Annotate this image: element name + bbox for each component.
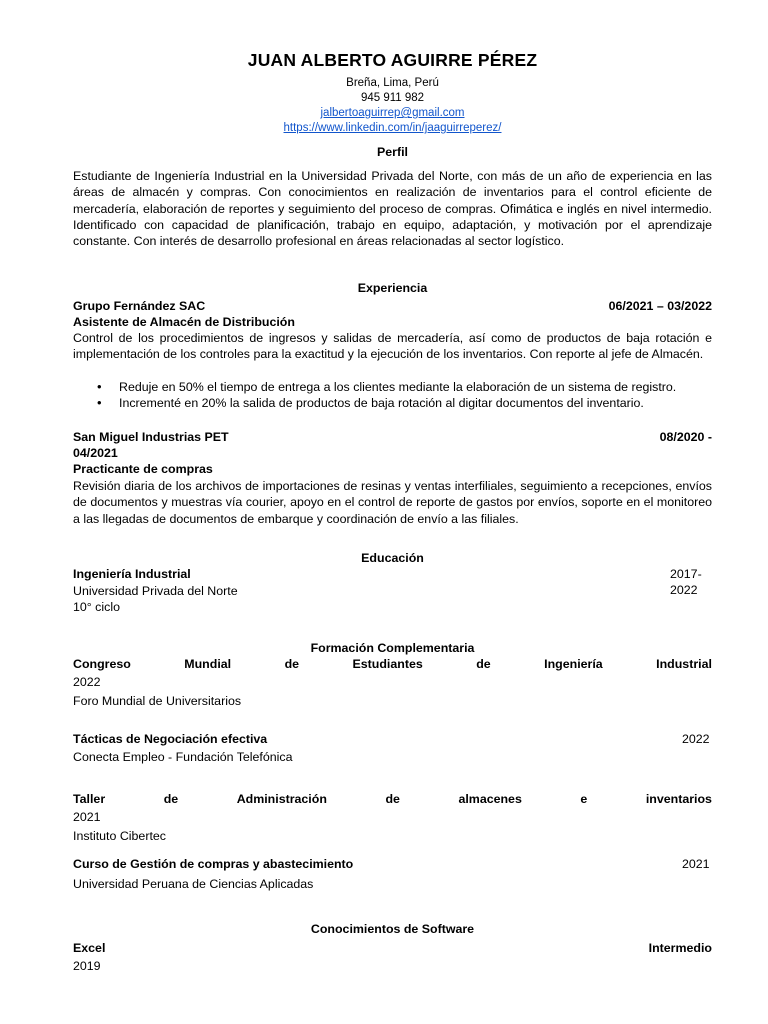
location: Breña, Lima, Perú <box>346 77 439 89</box>
job-description: Revisión diaria de los archivos de importaciones de resinas y ventas interfiliales, seguimiento a recepciones, envíos de documentos y muestras vía courier, apoyo en el control de reporte de gastos por envíos, soporte en el monitoreo a las llegadas de documentos de embarque y coordinación de envío a las filiales. <box>73 479 712 526</box>
job-dates-end: 04/2021 <box>73 446 118 460</box>
linkedin-link[interactable]: https://www.linkedin.com/in/jaaguirreperez/ <box>283 122 502 134</box>
job-header <box>73 429 712 445</box>
job-header <box>73 298 712 314</box>
software-title: Conocimientos de Software <box>310 922 475 936</box>
training-name <box>73 791 712 807</box>
education-years: 2017-2022 <box>670 567 702 597</box>
training-name-word: Taller <box>73 792 106 806</box>
job-dates: 06/2021 – 03/2022 <box>608 299 712 313</box>
achievement-list <box>73 379 712 411</box>
training-name-word: Industrial <box>656 657 712 671</box>
training-name-word: almacenes <box>458 792 522 806</box>
job-description: Control de los procedimientos de ingresos y salidas de mercadería, así como de productos de baja rotación e implementación de los controles para la exactitud y la ejecución de los inventarios. Con reporte al jefe de Almacén. <box>73 331 712 362</box>
training-name-word: Congreso <box>73 657 131 671</box>
training-name-word: Administración <box>236 792 327 806</box>
training-name: Curso de Gestión de compras y abastecimiento <box>73 857 354 871</box>
profile-text: Estudiante de Ingeniería Industrial en la Universidad Privada del Norte, con más de un año de experiencia en las áreas de almacén y compras. Con conocimientos en realización de inventarios para el control eficiente de mercadería, elaboración de reportes y seguimiento del proceso de compras. Ofimática e inglés en nivel intermedio. Identificado con capacidad de planificación, trabajo en equipo, adaptación, y motivación por el aprendizaje constante. Con interés de desarrollo profesional en áreas relacionadas al sector logístico. <box>73 169 712 249</box>
achievement-item: • Reduje en 50% el tiempo de entrega a los clientes mediante la elaboración de un sistema de registro. <box>73 379 712 395</box>
school-name: Universidad Privada del Norte <box>73 584 238 598</box>
training-name-word: de <box>284 657 300 671</box>
job-role: Practicante de compras <box>73 462 213 476</box>
profile-title: Perfil <box>377 145 408 159</box>
training-name-word: Ingeniería <box>544 657 603 671</box>
software-year: 2019 <box>73 959 101 973</box>
training-org: Conecta Empleo - Fundación Telefónica <box>73 750 293 764</box>
job-role: Asistente de Almacén de Distribución <box>73 315 295 329</box>
software-row <box>73 940 712 956</box>
training-year: 2022 <box>73 675 101 689</box>
training-name-word: de <box>385 792 400 806</box>
training-title: Formación Complementaria <box>310 641 475 655</box>
experience-title: Experiencia <box>357 281 428 295</box>
training-name: Tácticas de Negociación efectiva <box>73 732 268 746</box>
job-dates-start: 08/2020 - <box>659 430 712 444</box>
education-level: 10° ciclo <box>73 600 120 614</box>
training-year: 2022 <box>682 732 710 746</box>
training-org: Foro Mundial de Universitarios <box>73 694 242 708</box>
email-link[interactable]: jalbertoaguirrep@gmail.com <box>320 107 465 119</box>
training-name-word: de <box>476 657 491 671</box>
training-org: Universidad Peruana de Ciencias Aplicadas <box>73 877 314 891</box>
training-year: 2021 <box>682 857 710 871</box>
training-name-word: Mundial <box>184 657 232 671</box>
training-name-word: inventarios <box>645 792 712 806</box>
education-title: Educación <box>361 551 424 565</box>
training-name-word: Estudiantes <box>352 657 423 671</box>
company-name: San Miguel Industrias PET <box>73 430 229 444</box>
training-name <box>73 656 712 672</box>
training-org: Instituto Cibertec <box>73 829 166 843</box>
candidate-name: JUAN ALBERTO AGUIRRE PÉREZ <box>247 50 538 70</box>
company-name: Grupo Fernández SAC <box>73 299 206 313</box>
training-year: 2021 <box>73 810 101 824</box>
training-name-word: de <box>163 792 179 806</box>
degree-name: Ingeniería Industrial <box>73 567 191 581</box>
training-name-word: e <box>580 792 588 806</box>
software-name: Excel <box>73 941 106 955</box>
software-level: Intermedio <box>648 941 712 955</box>
achievement-item: • Incrementé en 20% la salida de productos de baja rotación al digitar documentos del inventario. <box>73 395 712 411</box>
phone: 945 911 982 <box>360 92 425 104</box>
